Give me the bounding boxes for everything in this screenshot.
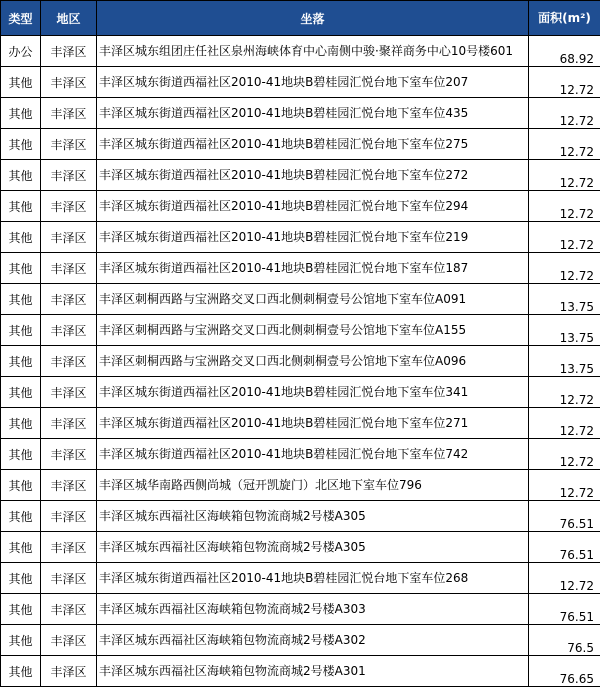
table-row <box>1 315 600 346</box>
cell-location: 丰泽区城东街道西福社区2010-41地块B碧桂园汇悦台地下室车位187 <box>97 253 529 284</box>
cell-type: 其他 <box>1 98 41 129</box>
table-row <box>1 470 600 501</box>
cell-location: 丰泽区城华南路西侧尚城（冠开凯旋门）北区地下室车位796 <box>97 470 529 501</box>
table-row <box>1 377 600 408</box>
cell-area: 76.5 <box>529 625 600 656</box>
table-row <box>1 253 600 284</box>
table-row <box>1 594 600 625</box>
cell-area: 12.72 <box>529 253 600 284</box>
table-row <box>1 98 600 129</box>
cell-region: 丰泽区 <box>41 253 97 284</box>
cell-type: 其他 <box>1 160 41 191</box>
cell-location: 丰泽区城东街道西福社区2010-41地块B碧桂园汇悦台地下室车位268 <box>97 563 529 594</box>
cell-region: 丰泽区 <box>41 98 97 129</box>
cell-region: 丰泽区 <box>41 439 97 470</box>
cell-location: 丰泽区城东街道西福社区2010-41地块B碧桂园汇悦台地下室车位294 <box>97 191 529 222</box>
cell-location: 丰泽区城东西福社区海峡箱包物流商城2号楼A305 <box>97 501 529 532</box>
table-row <box>1 563 600 594</box>
cell-region: 丰泽区 <box>41 408 97 439</box>
cell-location: 丰泽区城东西福社区海峡箱包物流商城2号楼A302 <box>97 625 529 656</box>
table-row <box>1 160 600 191</box>
cell-type: 其他 <box>1 408 41 439</box>
cell-type: 其他 <box>1 315 41 346</box>
header-type: 类型 <box>1 1 41 36</box>
cell-type: 其他 <box>1 377 41 408</box>
cell-area: 13.75 <box>529 346 600 377</box>
cell-location: 丰泽区城东街道西福社区2010-41地块B碧桂园汇悦台地下室车位207 <box>97 67 529 98</box>
cell-region: 丰泽区 <box>41 222 97 253</box>
cell-type: 办公 <box>1 36 41 67</box>
cell-location: 丰泽区刺桐西路与宝洲路交叉口西北侧刺桐壹号公馆地下室车位A096 <box>97 346 529 377</box>
header-region: 地区 <box>41 1 97 36</box>
cell-area: 68.92 <box>529 36 600 67</box>
cell-type: 其他 <box>1 656 41 687</box>
cell-location: 丰泽区城东街道西福社区2010-41地块B碧桂园汇悦台地下室车位742 <box>97 439 529 470</box>
cell-type: 其他 <box>1 129 41 160</box>
table-row <box>1 129 600 160</box>
cell-location: 丰泽区城东街道西福社区2010-41地块B碧桂园汇悦台地下室车位271 <box>97 408 529 439</box>
table-row <box>1 408 600 439</box>
cell-area: 12.72 <box>529 377 600 408</box>
table-header-row <box>1 1 600 36</box>
header-area: 面积(m²) <box>529 1 600 36</box>
table-row <box>1 656 600 687</box>
cell-type: 其他 <box>1 532 41 563</box>
cell-type: 其他 <box>1 67 41 98</box>
cell-area: 12.72 <box>529 129 600 160</box>
cell-location: 丰泽区刺桐西路与宝洲路交叉口西北侧刺桐壹号公馆地下室车位A091 <box>97 284 529 315</box>
cell-location: 丰泽区城东组团庄任社区泉州海峡体育中心南侧中骏·聚祥商务中心10号楼601 <box>97 36 529 67</box>
cell-area: 76.51 <box>529 501 600 532</box>
cell-type: 其他 <box>1 222 41 253</box>
table-row <box>1 532 600 563</box>
cell-location: 丰泽区城东西福社区海峡箱包物流商城2号楼A301 <box>97 656 529 687</box>
cell-area: 76.51 <box>529 594 600 625</box>
cell-location: 丰泽区城东西福社区海峡箱包物流商城2号楼A303 <box>97 594 529 625</box>
cell-type: 其他 <box>1 191 41 222</box>
cell-area: 12.72 <box>529 439 600 470</box>
cell-location: 丰泽区城东街道西福社区2010-41地块B碧桂园汇悦台地下室车位272 <box>97 160 529 191</box>
cell-region: 丰泽区 <box>41 129 97 160</box>
cell-region: 丰泽区 <box>41 532 97 563</box>
table-row <box>1 36 600 67</box>
table-row <box>1 67 600 98</box>
cell-region: 丰泽区 <box>41 377 97 408</box>
cell-region: 丰泽区 <box>41 36 97 67</box>
table-body <box>1 36 600 687</box>
cell-location: 丰泽区城东街道西福社区2010-41地块B碧桂园汇悦台地下室车位219 <box>97 222 529 253</box>
cell-region: 丰泽区 <box>41 346 97 377</box>
table-row <box>1 191 600 222</box>
cell-type: 其他 <box>1 439 41 470</box>
cell-area: 12.72 <box>529 191 600 222</box>
cell-location: 丰泽区城东西福社区海峡箱包物流商城2号楼A305 <box>97 532 529 563</box>
cell-location: 丰泽区城东街道西福社区2010-41地块B碧桂园汇悦台地下室车位275 <box>97 129 529 160</box>
cell-region: 丰泽区 <box>41 284 97 315</box>
table-row <box>1 284 600 315</box>
cell-area: 12.72 <box>529 160 600 191</box>
cell-type: 其他 <box>1 594 41 625</box>
cell-location: 丰泽区城东街道西福社区2010-41地块B碧桂园汇悦台地下室车位435 <box>97 98 529 129</box>
cell-area: 13.75 <box>529 315 600 346</box>
cell-area: 12.72 <box>529 470 600 501</box>
table-row <box>1 501 600 532</box>
cell-area: 12.72 <box>529 222 600 253</box>
cell-region: 丰泽区 <box>41 594 97 625</box>
cell-region: 丰泽区 <box>41 501 97 532</box>
cell-region: 丰泽区 <box>41 315 97 346</box>
cell-area: 12.72 <box>529 67 600 98</box>
table-row <box>1 346 600 377</box>
table-row <box>1 439 600 470</box>
cell-type: 其他 <box>1 563 41 594</box>
cell-type: 其他 <box>1 625 41 656</box>
cell-area: 13.75 <box>529 284 600 315</box>
header-location: 坐落 <box>97 1 529 36</box>
cell-region: 丰泽区 <box>41 470 97 501</box>
cell-region: 丰泽区 <box>41 563 97 594</box>
table-row <box>1 625 600 656</box>
cell-area: 76.51 <box>529 532 600 563</box>
cell-type: 其他 <box>1 501 41 532</box>
cell-area: 12.72 <box>529 98 600 129</box>
cell-area: 12.72 <box>529 408 600 439</box>
cell-area: 12.72 <box>529 563 600 594</box>
cell-area: 76.65 <box>529 656 600 687</box>
cell-type: 其他 <box>1 253 41 284</box>
cell-location: 丰泽区刺桐西路与宝洲路交叉口西北侧刺桐壹号公馆地下室车位A155 <box>97 315 529 346</box>
cell-region: 丰泽区 <box>41 160 97 191</box>
cell-type: 其他 <box>1 470 41 501</box>
cell-region: 丰泽区 <box>41 625 97 656</box>
cell-location: 丰泽区城东街道西福社区2010-41地块B碧桂园汇悦台地下室车位341 <box>97 377 529 408</box>
cell-region: 丰泽区 <box>41 191 97 222</box>
cell-region: 丰泽区 <box>41 656 97 687</box>
cell-type: 其他 <box>1 346 41 377</box>
table-row <box>1 222 600 253</box>
cell-region: 丰泽区 <box>41 67 97 98</box>
cell-type: 其他 <box>1 284 41 315</box>
